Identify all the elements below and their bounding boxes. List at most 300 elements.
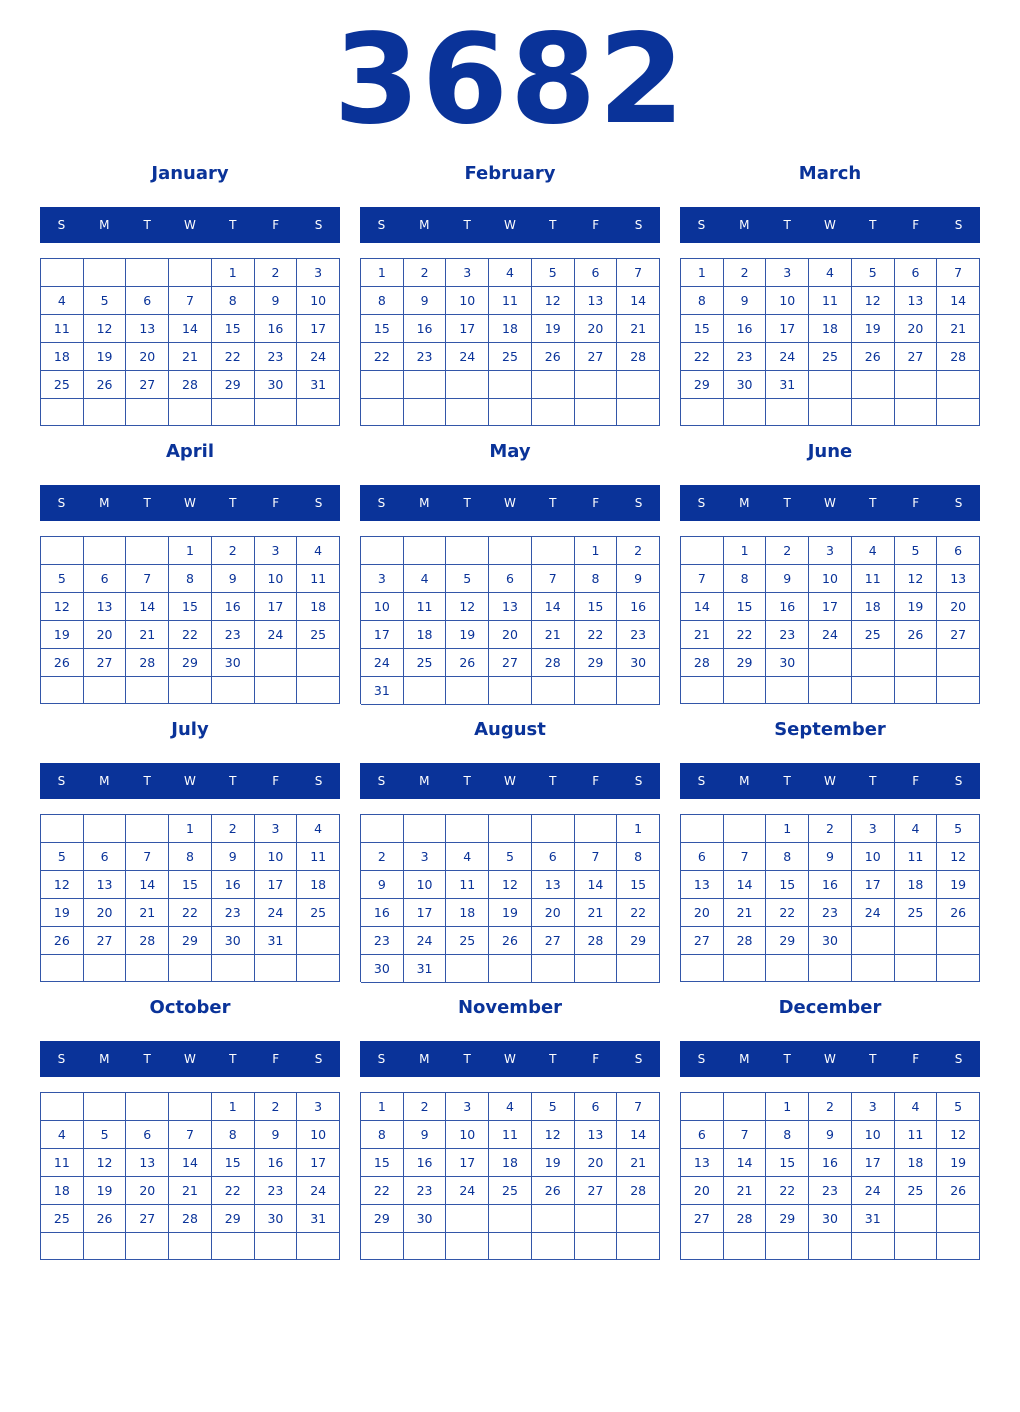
day-cell[interactable]: 17 bbox=[809, 593, 852, 621]
day-cell[interactable]: 3 bbox=[297, 259, 340, 287]
day-cell[interactable]: 3 bbox=[297, 1093, 340, 1121]
day-cell[interactable]: 5 bbox=[852, 259, 895, 287]
day-cell[interactable]: 7 bbox=[937, 259, 980, 287]
day-cell[interactable]: 26 bbox=[532, 1177, 575, 1205]
day-cell[interactable]: 8 bbox=[617, 843, 660, 871]
day-cell[interactable]: 11 bbox=[41, 315, 84, 343]
day-cell[interactable]: 12 bbox=[852, 287, 895, 315]
day-cell[interactable]: 22 bbox=[766, 899, 809, 927]
day-cell[interactable]: 21 bbox=[532, 621, 575, 649]
day-cell[interactable]: 10 bbox=[446, 287, 489, 315]
day-cell[interactable]: 18 bbox=[41, 1177, 84, 1205]
day-cell[interactable]: 19 bbox=[84, 1177, 127, 1205]
day-cell[interactable]: 20 bbox=[532, 899, 575, 927]
day-cell[interactable]: 24 bbox=[361, 649, 404, 677]
day-cell[interactable]: 29 bbox=[617, 927, 660, 955]
day-cell[interactable]: 31 bbox=[766, 371, 809, 399]
day-cell[interactable]: 29 bbox=[681, 371, 724, 399]
day-cell[interactable]: 29 bbox=[212, 1205, 255, 1233]
day-cell[interactable]: 25 bbox=[852, 621, 895, 649]
day-cell[interactable]: 18 bbox=[852, 593, 895, 621]
day-cell[interactable]: 13 bbox=[126, 315, 169, 343]
day-cell[interactable]: 25 bbox=[41, 1205, 84, 1233]
day-cell[interactable]: 10 bbox=[766, 287, 809, 315]
day-cell[interactable]: 1 bbox=[724, 537, 767, 565]
day-cell[interactable]: 12 bbox=[532, 287, 575, 315]
day-cell[interactable]: 6 bbox=[937, 537, 980, 565]
day-cell[interactable]: 20 bbox=[126, 1177, 169, 1205]
day-cell[interactable]: 10 bbox=[361, 593, 404, 621]
day-cell[interactable]: 22 bbox=[212, 1177, 255, 1205]
day-cell[interactable]: 26 bbox=[489, 927, 532, 955]
day-cell[interactable]: 14 bbox=[681, 593, 724, 621]
day-cell[interactable]: 28 bbox=[724, 927, 767, 955]
day-cell[interactable]: 16 bbox=[617, 593, 660, 621]
day-cell[interactable]: 13 bbox=[895, 287, 938, 315]
day-cell[interactable]: 19 bbox=[41, 899, 84, 927]
day-cell[interactable]: 10 bbox=[446, 1121, 489, 1149]
day-cell[interactable]: 8 bbox=[169, 565, 212, 593]
day-cell[interactable]: 3 bbox=[446, 1093, 489, 1121]
day-cell[interactable]: 20 bbox=[681, 1177, 724, 1205]
day-cell[interactable]: 29 bbox=[766, 927, 809, 955]
day-cell[interactable]: 19 bbox=[852, 315, 895, 343]
day-cell[interactable]: 13 bbox=[532, 871, 575, 899]
day-cell[interactable]: 22 bbox=[169, 899, 212, 927]
day-cell[interactable]: 22 bbox=[681, 343, 724, 371]
day-cell[interactable]: 2 bbox=[404, 1093, 447, 1121]
day-cell[interactable]: 20 bbox=[895, 315, 938, 343]
day-cell[interactable]: 24 bbox=[404, 927, 447, 955]
day-cell[interactable]: 6 bbox=[681, 1121, 724, 1149]
day-cell[interactable]: 12 bbox=[41, 871, 84, 899]
day-cell[interactable]: 1 bbox=[212, 1093, 255, 1121]
day-cell[interactable]: 10 bbox=[255, 843, 298, 871]
day-cell[interactable]: 9 bbox=[724, 287, 767, 315]
day-cell[interactable]: 25 bbox=[41, 371, 84, 399]
day-cell[interactable]: 1 bbox=[361, 259, 404, 287]
day-cell[interactable]: 13 bbox=[575, 287, 618, 315]
day-cell[interactable]: 15 bbox=[766, 871, 809, 899]
day-cell[interactable]: 18 bbox=[895, 871, 938, 899]
day-cell[interactable]: 7 bbox=[126, 843, 169, 871]
day-cell[interactable]: 12 bbox=[41, 593, 84, 621]
day-cell[interactable]: 3 bbox=[255, 537, 298, 565]
day-cell[interactable]: 7 bbox=[617, 259, 660, 287]
day-cell[interactable]: 3 bbox=[361, 565, 404, 593]
day-cell[interactable]: 27 bbox=[575, 343, 618, 371]
day-cell[interactable]: 17 bbox=[852, 1149, 895, 1177]
day-cell[interactable]: 11 bbox=[809, 287, 852, 315]
day-cell[interactable]: 1 bbox=[361, 1093, 404, 1121]
day-cell[interactable]: 7 bbox=[724, 843, 767, 871]
day-cell[interactable]: 27 bbox=[895, 343, 938, 371]
day-cell[interactable]: 12 bbox=[937, 843, 980, 871]
day-cell[interactable]: 26 bbox=[84, 1205, 127, 1233]
day-cell[interactable]: 7 bbox=[575, 843, 618, 871]
day-cell[interactable]: 15 bbox=[212, 315, 255, 343]
day-cell[interactable]: 31 bbox=[297, 1205, 340, 1233]
day-cell[interactable]: 25 bbox=[895, 899, 938, 927]
day-cell[interactable]: 8 bbox=[681, 287, 724, 315]
day-cell[interactable]: 18 bbox=[489, 1149, 532, 1177]
day-cell[interactable]: 19 bbox=[937, 871, 980, 899]
day-cell[interactable]: 3 bbox=[809, 537, 852, 565]
day-cell[interactable]: 29 bbox=[766, 1205, 809, 1233]
day-cell[interactable]: 27 bbox=[126, 371, 169, 399]
day-cell[interactable]: 10 bbox=[852, 1121, 895, 1149]
day-cell[interactable]: 24 bbox=[809, 621, 852, 649]
day-cell[interactable]: 21 bbox=[169, 343, 212, 371]
day-cell[interactable]: 21 bbox=[126, 899, 169, 927]
day-cell[interactable]: 4 bbox=[895, 1093, 938, 1121]
day-cell[interactable]: 26 bbox=[937, 899, 980, 927]
day-cell[interactable]: 7 bbox=[617, 1093, 660, 1121]
day-cell[interactable]: 11 bbox=[852, 565, 895, 593]
day-cell[interactable]: 10 bbox=[852, 843, 895, 871]
day-cell[interactable]: 22 bbox=[169, 621, 212, 649]
day-cell[interactable]: 26 bbox=[937, 1177, 980, 1205]
day-cell[interactable]: 4 bbox=[809, 259, 852, 287]
day-cell[interactable]: 22 bbox=[212, 343, 255, 371]
day-cell[interactable]: 4 bbox=[895, 815, 938, 843]
day-cell[interactable]: 13 bbox=[681, 1149, 724, 1177]
day-cell[interactable]: 26 bbox=[84, 371, 127, 399]
day-cell[interactable]: 14 bbox=[126, 593, 169, 621]
day-cell[interactable]: 23 bbox=[766, 621, 809, 649]
day-cell[interactable]: 21 bbox=[126, 621, 169, 649]
day-cell[interactable]: 29 bbox=[169, 649, 212, 677]
day-cell[interactable]: 23 bbox=[404, 343, 447, 371]
day-cell[interactable]: 2 bbox=[212, 537, 255, 565]
day-cell[interactable]: 20 bbox=[126, 343, 169, 371]
day-cell[interactable]: 6 bbox=[126, 1121, 169, 1149]
day-cell[interactable]: 17 bbox=[255, 593, 298, 621]
day-cell[interactable]: 23 bbox=[809, 899, 852, 927]
day-cell[interactable]: 17 bbox=[297, 315, 340, 343]
day-cell[interactable]: 19 bbox=[895, 593, 938, 621]
day-cell[interactable]: 26 bbox=[41, 927, 84, 955]
day-cell[interactable]: 24 bbox=[297, 1177, 340, 1205]
day-cell[interactable]: 15 bbox=[766, 1149, 809, 1177]
day-cell[interactable]: 28 bbox=[724, 1205, 767, 1233]
day-cell[interactable]: 20 bbox=[84, 621, 127, 649]
day-cell[interactable]: 9 bbox=[255, 1121, 298, 1149]
day-cell[interactable]: 19 bbox=[446, 621, 489, 649]
day-cell[interactable]: 9 bbox=[809, 843, 852, 871]
day-cell[interactable]: 21 bbox=[575, 899, 618, 927]
day-cell[interactable]: 26 bbox=[852, 343, 895, 371]
day-cell[interactable]: 29 bbox=[212, 371, 255, 399]
day-cell[interactable]: 22 bbox=[575, 621, 618, 649]
day-cell[interactable]: 5 bbox=[937, 1093, 980, 1121]
day-cell[interactable]: 16 bbox=[724, 315, 767, 343]
day-cell[interactable]: 16 bbox=[255, 1149, 298, 1177]
day-cell[interactable]: 5 bbox=[489, 843, 532, 871]
day-cell[interactable]: 4 bbox=[41, 1121, 84, 1149]
day-cell[interactable]: 3 bbox=[852, 1093, 895, 1121]
day-cell[interactable]: 1 bbox=[169, 537, 212, 565]
day-cell[interactable]: 23 bbox=[212, 621, 255, 649]
day-cell[interactable]: 24 bbox=[446, 343, 489, 371]
day-cell[interactable]: 3 bbox=[255, 815, 298, 843]
day-cell[interactable]: 17 bbox=[361, 621, 404, 649]
day-cell[interactable]: 25 bbox=[895, 1177, 938, 1205]
day-cell[interactable]: 11 bbox=[895, 843, 938, 871]
day-cell[interactable]: 15 bbox=[724, 593, 767, 621]
day-cell[interactable]: 5 bbox=[84, 1121, 127, 1149]
day-cell[interactable]: 25 bbox=[297, 621, 340, 649]
day-cell[interactable]: 30 bbox=[361, 955, 404, 983]
day-cell[interactable]: 13 bbox=[126, 1149, 169, 1177]
day-cell[interactable]: 11 bbox=[297, 843, 340, 871]
day-cell[interactable]: 21 bbox=[724, 899, 767, 927]
day-cell[interactable]: 26 bbox=[532, 343, 575, 371]
day-cell[interactable]: 1 bbox=[681, 259, 724, 287]
day-cell[interactable]: 3 bbox=[404, 843, 447, 871]
day-cell[interactable]: 24 bbox=[255, 621, 298, 649]
day-cell[interactable]: 14 bbox=[532, 593, 575, 621]
day-cell[interactable]: 12 bbox=[532, 1121, 575, 1149]
day-cell[interactable]: 5 bbox=[895, 537, 938, 565]
day-cell[interactable]: 28 bbox=[681, 649, 724, 677]
day-cell[interactable]: 22 bbox=[361, 1177, 404, 1205]
day-cell[interactable]: 15 bbox=[361, 315, 404, 343]
day-cell[interactable]: 29 bbox=[361, 1205, 404, 1233]
day-cell[interactable]: 31 bbox=[297, 371, 340, 399]
day-cell[interactable]: 20 bbox=[84, 899, 127, 927]
day-cell[interactable]: 6 bbox=[532, 843, 575, 871]
day-cell[interactable]: 26 bbox=[446, 649, 489, 677]
day-cell[interactable]: 6 bbox=[489, 565, 532, 593]
day-cell[interactable]: 18 bbox=[809, 315, 852, 343]
day-cell[interactable]: 18 bbox=[446, 899, 489, 927]
day-cell[interactable]: 19 bbox=[532, 1149, 575, 1177]
day-cell[interactable]: 13 bbox=[681, 871, 724, 899]
day-cell[interactable]: 2 bbox=[766, 537, 809, 565]
day-cell[interactable]: 11 bbox=[489, 287, 532, 315]
day-cell[interactable]: 10 bbox=[404, 871, 447, 899]
day-cell[interactable]: 17 bbox=[852, 871, 895, 899]
day-cell[interactable]: 22 bbox=[617, 899, 660, 927]
day-cell[interactable]: 24 bbox=[852, 899, 895, 927]
day-cell[interactable]: 28 bbox=[532, 649, 575, 677]
day-cell[interactable]: 14 bbox=[617, 287, 660, 315]
day-cell[interactable]: 5 bbox=[84, 287, 127, 315]
day-cell[interactable]: 8 bbox=[212, 287, 255, 315]
day-cell[interactable]: 30 bbox=[404, 1205, 447, 1233]
day-cell[interactable]: 30 bbox=[766, 649, 809, 677]
day-cell[interactable]: 10 bbox=[297, 1121, 340, 1149]
day-cell[interactable]: 6 bbox=[575, 1093, 618, 1121]
day-cell[interactable]: 12 bbox=[489, 871, 532, 899]
day-cell[interactable]: 11 bbox=[297, 565, 340, 593]
day-cell[interactable]: 28 bbox=[169, 1205, 212, 1233]
day-cell[interactable]: 30 bbox=[212, 649, 255, 677]
day-cell[interactable]: 4 bbox=[297, 537, 340, 565]
day-cell[interactable]: 30 bbox=[212, 927, 255, 955]
day-cell[interactable]: 17 bbox=[446, 1149, 489, 1177]
day-cell[interactable]: 19 bbox=[84, 343, 127, 371]
day-cell[interactable]: 25 bbox=[809, 343, 852, 371]
day-cell[interactable]: 9 bbox=[617, 565, 660, 593]
day-cell[interactable]: 7 bbox=[126, 565, 169, 593]
day-cell[interactable]: 22 bbox=[361, 343, 404, 371]
day-cell[interactable]: 14 bbox=[617, 1121, 660, 1149]
day-cell[interactable]: 10 bbox=[809, 565, 852, 593]
day-cell[interactable]: 28 bbox=[126, 649, 169, 677]
day-cell[interactable]: 23 bbox=[212, 899, 255, 927]
day-cell[interactable]: 4 bbox=[297, 815, 340, 843]
day-cell[interactable]: 13 bbox=[489, 593, 532, 621]
day-cell[interactable]: 31 bbox=[361, 677, 404, 705]
day-cell[interactable]: 2 bbox=[212, 815, 255, 843]
day-cell[interactable]: 1 bbox=[169, 815, 212, 843]
day-cell[interactable]: 30 bbox=[809, 1205, 852, 1233]
day-cell[interactable]: 23 bbox=[255, 343, 298, 371]
day-cell[interactable]: 12 bbox=[84, 315, 127, 343]
day-cell[interactable]: 15 bbox=[617, 871, 660, 899]
day-cell[interactable]: 15 bbox=[169, 593, 212, 621]
day-cell[interactable]: 12 bbox=[446, 593, 489, 621]
day-cell[interactable]: 3 bbox=[446, 259, 489, 287]
day-cell[interactable]: 15 bbox=[681, 315, 724, 343]
day-cell[interactable]: 21 bbox=[617, 315, 660, 343]
day-cell[interactable]: 8 bbox=[361, 287, 404, 315]
day-cell[interactable]: 7 bbox=[681, 565, 724, 593]
day-cell[interactable]: 31 bbox=[404, 955, 447, 983]
day-cell[interactable]: 16 bbox=[255, 315, 298, 343]
day-cell[interactable]: 8 bbox=[212, 1121, 255, 1149]
day-cell[interactable]: 23 bbox=[361, 927, 404, 955]
day-cell[interactable]: 13 bbox=[84, 593, 127, 621]
day-cell[interactable]: 14 bbox=[724, 1149, 767, 1177]
day-cell[interactable]: 30 bbox=[255, 371, 298, 399]
day-cell[interactable]: 25 bbox=[489, 1177, 532, 1205]
day-cell[interactable]: 15 bbox=[361, 1149, 404, 1177]
day-cell[interactable]: 8 bbox=[169, 843, 212, 871]
day-cell[interactable]: 21 bbox=[617, 1149, 660, 1177]
day-cell[interactable]: 16 bbox=[809, 871, 852, 899]
day-cell[interactable]: 21 bbox=[937, 315, 980, 343]
day-cell[interactable]: 21 bbox=[169, 1177, 212, 1205]
day-cell[interactable]: 27 bbox=[126, 1205, 169, 1233]
day-cell[interactable]: 30 bbox=[617, 649, 660, 677]
day-cell[interactable]: 4 bbox=[489, 1093, 532, 1121]
day-cell[interactable]: 19 bbox=[532, 315, 575, 343]
day-cell[interactable]: 27 bbox=[84, 649, 127, 677]
day-cell[interactable]: 8 bbox=[724, 565, 767, 593]
day-cell[interactable]: 2 bbox=[809, 815, 852, 843]
day-cell[interactable]: 2 bbox=[617, 537, 660, 565]
day-cell[interactable]: 2 bbox=[404, 259, 447, 287]
day-cell[interactable]: 11 bbox=[895, 1121, 938, 1149]
day-cell[interactable]: 27 bbox=[575, 1177, 618, 1205]
day-cell[interactable]: 12 bbox=[84, 1149, 127, 1177]
day-cell[interactable]: 7 bbox=[532, 565, 575, 593]
day-cell[interactable]: 14 bbox=[575, 871, 618, 899]
day-cell[interactable]: 24 bbox=[766, 343, 809, 371]
day-cell[interactable]: 6 bbox=[681, 843, 724, 871]
day-cell[interactable]: 1 bbox=[212, 259, 255, 287]
day-cell[interactable]: 2 bbox=[255, 1093, 298, 1121]
day-cell[interactable]: 23 bbox=[617, 621, 660, 649]
day-cell[interactable]: 19 bbox=[937, 1149, 980, 1177]
day-cell[interactable]: 23 bbox=[809, 1177, 852, 1205]
day-cell[interactable]: 29 bbox=[575, 649, 618, 677]
day-cell[interactable]: 28 bbox=[617, 1177, 660, 1205]
day-cell[interactable]: 17 bbox=[297, 1149, 340, 1177]
day-cell[interactable]: 1 bbox=[766, 815, 809, 843]
day-cell[interactable]: 5 bbox=[446, 565, 489, 593]
day-cell[interactable]: 29 bbox=[169, 927, 212, 955]
day-cell[interactable]: 25 bbox=[446, 927, 489, 955]
day-cell[interactable]: 3 bbox=[852, 815, 895, 843]
day-cell[interactable]: 6 bbox=[575, 259, 618, 287]
day-cell[interactable]: 9 bbox=[212, 843, 255, 871]
day-cell[interactable]: 20 bbox=[575, 315, 618, 343]
day-cell[interactable]: 25 bbox=[404, 649, 447, 677]
day-cell[interactable]: 12 bbox=[895, 565, 938, 593]
day-cell[interactable]: 28 bbox=[617, 343, 660, 371]
day-cell[interactable]: 24 bbox=[255, 899, 298, 927]
day-cell[interactable]: 16 bbox=[361, 899, 404, 927]
day-cell[interactable]: 20 bbox=[489, 621, 532, 649]
day-cell[interactable]: 7 bbox=[169, 287, 212, 315]
day-cell[interactable]: 18 bbox=[489, 315, 532, 343]
day-cell[interactable]: 24 bbox=[852, 1177, 895, 1205]
day-cell[interactable]: 3 bbox=[766, 259, 809, 287]
day-cell[interactable]: 15 bbox=[575, 593, 618, 621]
day-cell[interactable]: 23 bbox=[404, 1177, 447, 1205]
day-cell[interactable]: 16 bbox=[766, 593, 809, 621]
day-cell[interactable]: 6 bbox=[895, 259, 938, 287]
day-cell[interactable]: 11 bbox=[41, 1149, 84, 1177]
day-cell[interactable]: 16 bbox=[212, 593, 255, 621]
day-cell[interactable]: 5 bbox=[532, 259, 575, 287]
day-cell[interactable]: 1 bbox=[575, 537, 618, 565]
day-cell[interactable]: 9 bbox=[361, 871, 404, 899]
day-cell[interactable]: 18 bbox=[404, 621, 447, 649]
day-cell[interactable]: 8 bbox=[575, 565, 618, 593]
day-cell[interactable]: 27 bbox=[489, 649, 532, 677]
day-cell[interactable]: 1 bbox=[617, 815, 660, 843]
day-cell[interactable]: 19 bbox=[489, 899, 532, 927]
day-cell[interactable]: 1 bbox=[766, 1093, 809, 1121]
day-cell[interactable]: 14 bbox=[724, 871, 767, 899]
day-cell[interactable]: 2 bbox=[724, 259, 767, 287]
day-cell[interactable]: 20 bbox=[937, 593, 980, 621]
day-cell[interactable]: 28 bbox=[937, 343, 980, 371]
day-cell[interactable]: 18 bbox=[297, 871, 340, 899]
day-cell[interactable]: 16 bbox=[404, 1149, 447, 1177]
day-cell[interactable]: 31 bbox=[852, 1205, 895, 1233]
day-cell[interactable]: 18 bbox=[41, 343, 84, 371]
day-cell[interactable]: 29 bbox=[724, 649, 767, 677]
day-cell[interactable]: 10 bbox=[297, 287, 340, 315]
day-cell[interactable]: 8 bbox=[766, 843, 809, 871]
day-cell[interactable]: 6 bbox=[126, 287, 169, 315]
day-cell[interactable]: 13 bbox=[84, 871, 127, 899]
day-cell[interactable]: 4 bbox=[446, 843, 489, 871]
day-cell[interactable]: 27 bbox=[532, 927, 575, 955]
day-cell[interactable]: 10 bbox=[255, 565, 298, 593]
day-cell[interactable]: 21 bbox=[724, 1177, 767, 1205]
day-cell[interactable]: 2 bbox=[809, 1093, 852, 1121]
day-cell[interactable]: 4 bbox=[852, 537, 895, 565]
day-cell[interactable]: 24 bbox=[297, 343, 340, 371]
day-cell[interactable]: 18 bbox=[895, 1149, 938, 1177]
